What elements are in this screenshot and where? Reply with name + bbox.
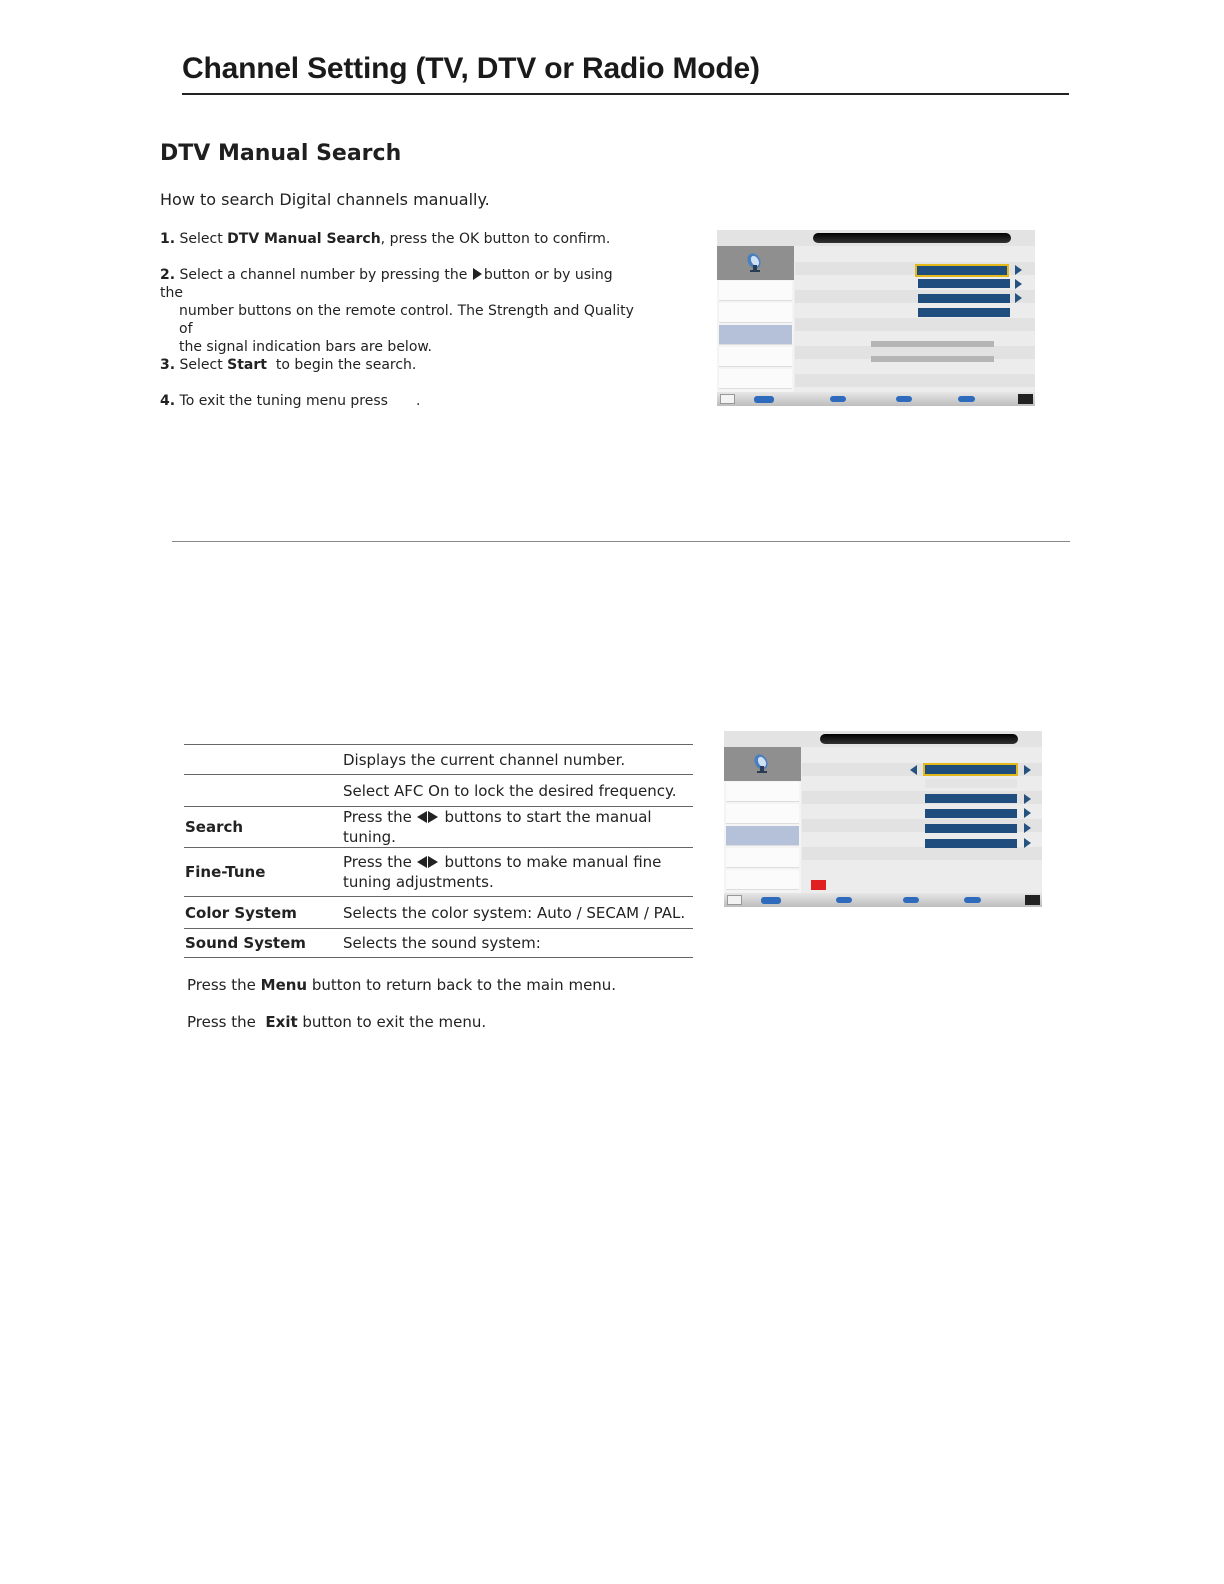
satellite-dish-icon xyxy=(745,252,765,272)
footer-button[interactable] xyxy=(830,396,846,402)
table-row xyxy=(184,848,693,897)
setting-description: Press the buttons to make manual fine tuning adjustments. xyxy=(343,848,693,897)
setting-description: Displays the current channel number. xyxy=(343,745,693,775)
right-arrow-icon[interactable] xyxy=(1024,823,1031,833)
right-arrow-icon[interactable] xyxy=(1015,265,1022,275)
setting-description: Selects the color system: Auto / SECAM / PAL. xyxy=(343,897,693,929)
sidebar-channel-tile xyxy=(724,747,801,781)
left-arrow-icon xyxy=(417,856,427,868)
setting-description: Select AFC On to lock the desired frequency. xyxy=(343,775,693,807)
right-arrow-icon[interactable] xyxy=(1024,794,1031,804)
screen-title-bar xyxy=(820,734,1018,744)
footer-button[interactable] xyxy=(896,396,912,402)
settings-table xyxy=(184,744,693,958)
menu-note: Press the Menu button to return back to the main menu. xyxy=(187,976,617,994)
signal-strength-bar xyxy=(871,341,994,347)
setting-name: Fine-Tune xyxy=(184,848,343,897)
setting-description: Press the buttons to start the manual tuning. xyxy=(343,807,693,848)
left-arrow-icon xyxy=(417,811,427,823)
up-down-arrow-icon xyxy=(754,396,774,403)
right-arrow-icon[interactable] xyxy=(1015,279,1022,289)
sidebar-tab-lock[interactable] xyxy=(726,848,799,868)
right-arrow-icon xyxy=(428,811,438,823)
exit-key-icon xyxy=(1018,394,1033,404)
sidebar-tab-setup[interactable] xyxy=(719,369,792,389)
setting-name: Search xyxy=(184,807,343,848)
step-4: 4. To exit the tuning menu press . xyxy=(160,393,421,409)
channel-number-field[interactable] xyxy=(915,264,1009,277)
setting-name: Sound System xyxy=(184,929,343,958)
screen-sidebar xyxy=(717,246,794,392)
menu-row-quality xyxy=(795,374,1035,387)
setting-name xyxy=(184,775,343,807)
table-row xyxy=(184,807,693,848)
value-bar xyxy=(918,294,1010,303)
step-1: 1. Select DTV Manual Search, press the OK button to confirm. xyxy=(160,231,611,247)
screen-title-bar xyxy=(813,233,1011,243)
right-arrow-icon[interactable] xyxy=(1024,765,1031,775)
step-2: 2. Select a channel number by pressing the button or by using the number buttons on the remote control. The Strength and Quality of the signal indication bars are below. xyxy=(160,267,634,355)
setting-description: Selects the sound system: xyxy=(343,929,693,958)
menu-key-icon xyxy=(727,895,742,905)
section-intro: How to search Digital channels manually. xyxy=(160,190,490,209)
menu-key-icon xyxy=(720,394,735,404)
exit-note: Press the Exit button to exit the menu. xyxy=(187,1013,487,1031)
sidebar-tab-picture[interactable] xyxy=(726,782,799,802)
right-arrow-icon[interactable] xyxy=(1024,838,1031,848)
value-bar xyxy=(918,279,1010,288)
sidebar-tab-setup[interactable] xyxy=(726,870,799,890)
dtv-manual-search-screen xyxy=(717,230,1035,406)
right-arrow-icon[interactable] xyxy=(1024,808,1031,818)
sidebar-tab-sound[interactable] xyxy=(719,303,792,323)
sidebar-tab-channel-selected[interactable] xyxy=(726,826,799,846)
sidebar-tab-sound[interactable] xyxy=(726,804,799,824)
step-3: 3. Select Start to begin the search. xyxy=(160,357,417,373)
setting-name xyxy=(184,745,343,775)
afc-field[interactable] xyxy=(925,779,1017,788)
footer-button[interactable] xyxy=(903,897,919,903)
title-divider xyxy=(182,93,1069,95)
section-divider xyxy=(172,541,1070,542)
exit-key-icon xyxy=(1025,895,1040,905)
right-arrow-icon xyxy=(428,856,438,868)
right-arrow-icon[interactable] xyxy=(1015,293,1022,303)
screen-sidebar xyxy=(724,747,801,893)
sidebar-tab-picture[interactable] xyxy=(719,281,792,301)
search-field[interactable] xyxy=(925,794,1017,803)
fine-tune-field[interactable] xyxy=(925,809,1017,818)
screen-top-bar xyxy=(724,731,1042,747)
table-row xyxy=(184,775,693,807)
sidebar-tab-lock[interactable] xyxy=(719,347,792,367)
left-arrow-icon[interactable] xyxy=(910,765,917,775)
up-down-arrow-icon xyxy=(761,897,781,904)
start-button[interactable] xyxy=(918,308,1010,317)
menu-row-start[interactable] xyxy=(795,318,1035,331)
right-arrow-icon xyxy=(473,268,482,280)
footer-button[interactable] xyxy=(836,897,852,903)
table-row xyxy=(184,929,693,958)
record-indicator xyxy=(811,880,826,890)
screen-top-bar xyxy=(717,230,1035,246)
signal-quality-bar xyxy=(871,356,994,362)
screen-footer xyxy=(717,392,1035,406)
color-system-field[interactable] xyxy=(925,824,1017,833)
sidebar-channel-tile xyxy=(717,246,794,280)
sound-system-field[interactable] xyxy=(925,839,1017,848)
footer-button[interactable] xyxy=(964,897,981,903)
section-heading: DTV Manual Search xyxy=(160,141,402,166)
screen-footer xyxy=(724,893,1042,907)
current-channel-field[interactable] xyxy=(923,763,1018,776)
sidebar-tab-channel-selected[interactable] xyxy=(719,325,792,345)
satellite-dish-icon xyxy=(752,753,772,773)
atv-manual-tuning-screen xyxy=(724,731,1042,907)
footer-button[interactable] xyxy=(958,396,975,402)
table-row xyxy=(184,745,693,775)
menu-row-spacer xyxy=(802,847,1042,860)
setting-name: Color System xyxy=(184,897,343,929)
page-title: Channel Setting (TV, DTV or Radio Mode) xyxy=(182,52,760,85)
table-row xyxy=(184,897,693,929)
